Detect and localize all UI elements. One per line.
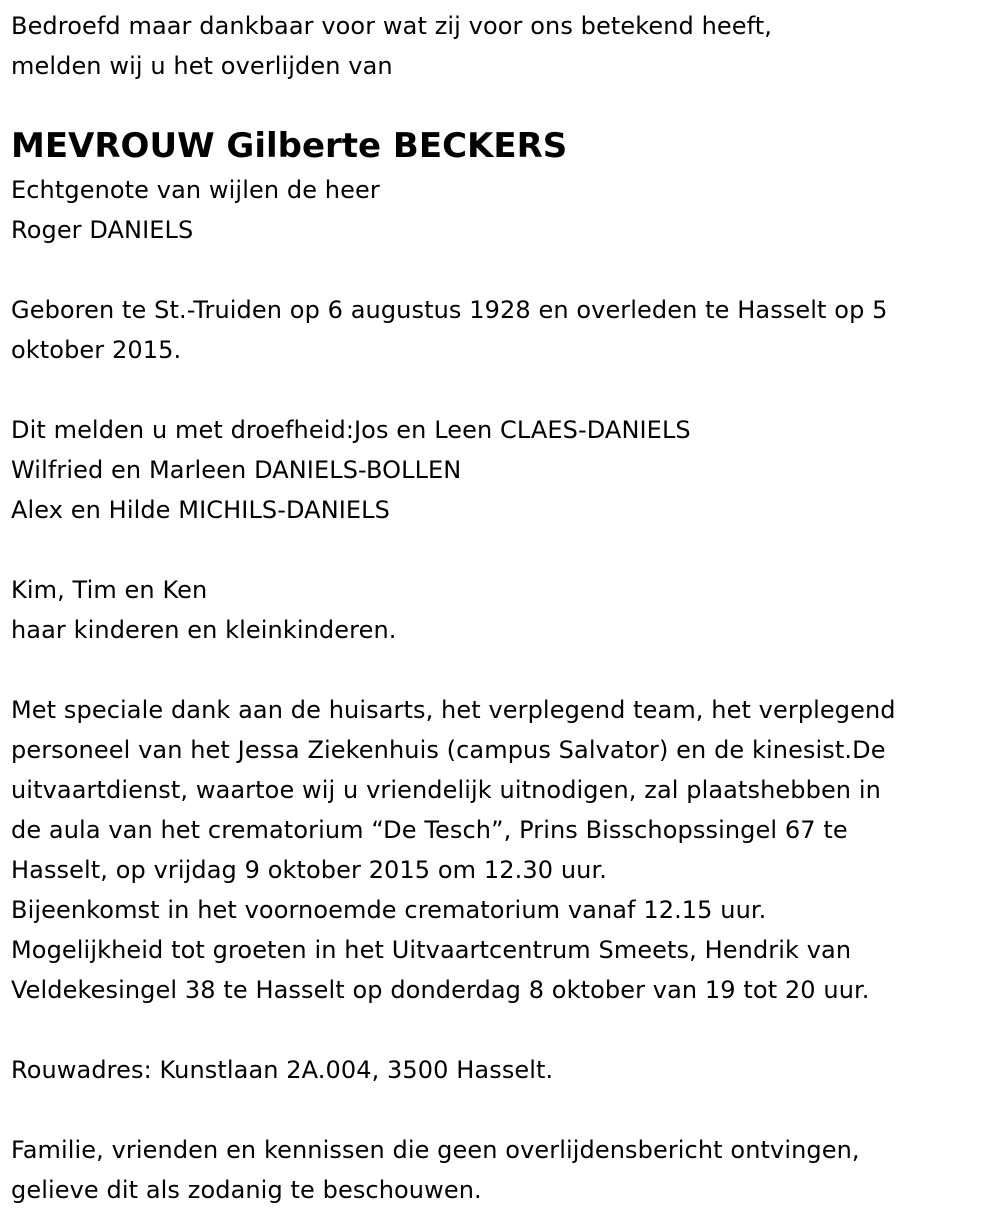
intro-paragraph	[11, 6, 986, 86]
text-line: Familie, vrienden en kennissen die geen overlijdensbericht ontvingen,	[11, 1136, 860, 1164]
text-line: Veldekesingel 38 te Hasselt op donderdag 8 oktober van 19 tot 20 uur.	[11, 976, 870, 1004]
text-line: Dit melden u met droefheid:Jos en Leen CLAES-DANIELS	[11, 416, 691, 444]
grandchildren-paragraph	[11, 570, 986, 650]
text-line: de aula van het crematorium “De Tesch”, Prins Bisschopssingel 67 te	[11, 816, 848, 844]
paragraph-spacer	[11, 370, 986, 410]
address-paragraph	[11, 1050, 986, 1090]
spouse-paragraph	[11, 170, 986, 250]
deceased-name-heading: MEVROUW Gilberte BECKERS	[11, 126, 568, 166]
text-line: haar kinderen en kleinkinderen.	[11, 616, 397, 644]
text-line: Met speciale dank aan de huisarts, het verplegend team, het verplegend	[11, 696, 896, 724]
text-line: Echtgenote van wijlen de heer	[11, 176, 380, 204]
paragraph-spacer	[11, 650, 986, 690]
mourning-address: Rouwadres: Kunstlaan 2A.004, 3500 Hasselt.	[11, 1056, 554, 1084]
text-line: melden wij u het overlijden van	[11, 52, 393, 80]
text-line: Roger DANIELS	[11, 216, 194, 244]
text-line: personeel van het Jessa Ziekenhuis (campus Salvator) en de kinesist.De	[11, 736, 886, 764]
closing-paragraph	[11, 1130, 986, 1210]
mourners-paragraph	[11, 410, 986, 530]
thanks-service-paragraph	[11, 690, 986, 1010]
text-line: gelieve dit als zodanig te beschouwen.	[11, 1176, 482, 1204]
birth-death-paragraph	[11, 290, 986, 370]
text-line: Bijeenkomst in het voornoemde crematorium vanaf 12.15 uur.	[11, 896, 767, 924]
text-line: Kim, Tim en Ken	[11, 576, 208, 604]
paragraph-spacer	[11, 1090, 986, 1130]
paragraph-spacer	[11, 530, 986, 570]
text-line: Bedroefd maar dankbaar voor wat zij voor ons betekend heeft,	[11, 12, 773, 40]
text-line: oktober 2015.	[11, 336, 182, 364]
paragraph-spacer	[11, 250, 986, 290]
text-line: Wilfried en Marleen DANIELS-BOLLEN	[11, 456, 462, 484]
text-line: Alex en Hilde MICHILS-DANIELS	[11, 496, 390, 524]
text-line: Hasselt, op vrijdag 9 oktober 2015 om 12.30 uur.	[11, 856, 607, 884]
text-line: Mogelijkheid tot groeten in het Uitvaartcentrum Smeets, Hendrik van	[11, 936, 852, 964]
text-line: uitvaartdienst, waartoe wij u vriendelijk uitnodigen, zal plaatshebben in	[11, 776, 881, 804]
paragraph-spacer	[11, 1010, 986, 1050]
text-line: Geboren te St.-Truiden op 6 augustus 1928 en overleden te Hasselt op 5	[11, 296, 888, 324]
obituary-notice	[11, 6, 986, 1210]
